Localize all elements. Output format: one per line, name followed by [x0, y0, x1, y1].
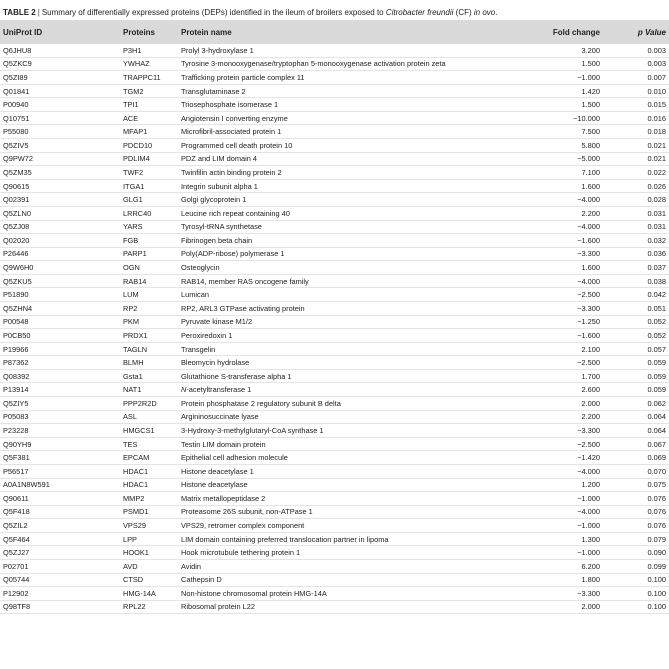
fold-change-cell: 7.100 — [530, 166, 600, 180]
protein-symbol-cell: PPP2R2D — [123, 397, 181, 411]
fold-change-cell: −1.600 — [530, 329, 600, 343]
fold-change-cell: −1.000 — [530, 71, 600, 85]
protein-name-cell: Cathepsin D — [181, 573, 530, 587]
protein-name-cell: Integrin subunit alpha 1 — [181, 179, 530, 193]
protein-name-cell: Triosephosphate isomerase 1 — [181, 98, 530, 112]
fold-change-cell: −3.300 — [530, 587, 600, 601]
header-proteins: Proteins — [123, 20, 181, 44]
fold-change-cell: 2.000 — [530, 600, 600, 614]
uniprot-id-cell: P13914 — [0, 383, 123, 397]
p-value-cell: 0.076 — [600, 505, 669, 519]
table-row — [0, 84, 669, 98]
table-row — [0, 274, 669, 288]
p-value-cell: 0.059 — [600, 369, 669, 383]
protein-name-cell: N-acetyltransferase 1 — [181, 383, 530, 397]
p-value-cell: 0.028 — [600, 193, 669, 207]
p-value-cell: 0.003 — [600, 44, 669, 57]
table-row — [0, 505, 669, 519]
p-value-cell: 0.067 — [600, 437, 669, 451]
protein-name-cell: Golgi glycoprotein 1 — [181, 193, 530, 207]
table-caption — [0, 0, 663, 20]
table-row — [0, 356, 669, 370]
fold-change-cell: 3.200 — [530, 44, 600, 57]
fold-change-cell: −1.250 — [530, 315, 600, 329]
protein-symbol-cell: AVD — [123, 559, 181, 573]
fold-change-cell: 6.200 — [530, 559, 600, 573]
fold-change-cell: −1.600 — [530, 234, 600, 248]
table-row — [0, 179, 669, 193]
protein-name-cell: Avidin — [181, 559, 530, 573]
protein-name-cell: 3-Hydroxy-3-methylglutaryl-CoA synthase 1 — [181, 424, 530, 438]
table-row — [0, 342, 669, 356]
protein-symbol-cell: NAT1 — [123, 383, 181, 397]
fold-change-cell: 2.000 — [530, 397, 600, 411]
table-header-row — [0, 20, 669, 44]
uniprot-id-cell: P00548 — [0, 315, 123, 329]
uniprot-id-cell: Q90615 — [0, 179, 123, 193]
p-value-cell: 0.057 — [600, 342, 669, 356]
protein-symbol-cell: LUM — [123, 288, 181, 302]
table-row — [0, 152, 669, 166]
p-value-cell: 0.015 — [600, 98, 669, 112]
fold-change-cell: −1.000 — [530, 519, 600, 533]
table-row — [0, 44, 669, 57]
uniprot-id-cell: P56517 — [0, 464, 123, 478]
table-row — [0, 301, 669, 315]
protein-name-cell: LIM domain containing preferred translocation partner in lipoma — [181, 532, 530, 546]
p-value-cell: 0.022 — [600, 166, 669, 180]
p-value-cell: 0.021 — [600, 139, 669, 153]
protein-name-cell: VPS29, retromer complex component — [181, 519, 530, 533]
p-value-cell: 0.031 — [600, 220, 669, 234]
fold-change-cell: −3.300 — [530, 424, 600, 438]
table-body — [0, 44, 669, 614]
protein-name-cell: Hook microtubule tethering protein 1 — [181, 546, 530, 560]
protein-symbol-cell: PARP1 — [123, 247, 181, 261]
table-row — [0, 437, 669, 451]
p-value-cell: 0.032 — [600, 234, 669, 248]
header-uniprot-id: UniProt ID — [0, 20, 123, 44]
fold-change-cell: −1.420 — [530, 451, 600, 465]
p-value-cell: 0.036 — [600, 247, 669, 261]
uniprot-id-cell: P02701 — [0, 559, 123, 573]
table-row — [0, 139, 669, 153]
fold-change-cell: 1.420 — [530, 84, 600, 98]
caption-in-ovo: in ovo — [473, 8, 496, 17]
protein-name-cell: RAB14, member RAS oncogene family — [181, 274, 530, 288]
table-row — [0, 546, 669, 560]
protein-name-cell: Matrix metallopeptidase 2 — [181, 492, 530, 506]
protein-name-cell: Ribosomal protein L22 — [181, 600, 530, 614]
protein-symbol-cell: TPI1 — [123, 98, 181, 112]
fold-change-cell: −2.500 — [530, 288, 600, 302]
table-row — [0, 57, 669, 71]
fold-change-cell: −4.000 — [530, 274, 600, 288]
protein-name-cell: Osteoglycin — [181, 261, 530, 275]
table-row — [0, 369, 669, 383]
protein-symbol-cell: MFAP1 — [123, 125, 181, 139]
uniprot-id-cell: P55080 — [0, 125, 123, 139]
table-row — [0, 492, 669, 506]
fold-change-cell: 7.500 — [530, 125, 600, 139]
table-row — [0, 193, 669, 207]
caption-separator: | — [37, 8, 40, 17]
p-value-cell: 0.075 — [600, 478, 669, 492]
fold-change-cell: −4.000 — [530, 193, 600, 207]
uniprot-id-cell: A0A1N8W591 — [0, 478, 123, 492]
protein-symbol-cell: PDLIM4 — [123, 152, 181, 166]
table-row — [0, 519, 669, 533]
protein-name-cell: Non-histone chromosomal protein HMG-14A — [181, 587, 530, 601]
protein-symbol-cell: ACE — [123, 111, 181, 125]
uniprot-id-cell: Q5ZKU5 — [0, 274, 123, 288]
protein-name-cell: RP2, ARL3 GTPase activating protein — [181, 301, 530, 315]
table-row — [0, 573, 669, 587]
protein-name-cell: Programmed cell death protein 10 — [181, 139, 530, 153]
p-value-cell: 0.018 — [600, 125, 669, 139]
protein-symbol-cell: YARS — [123, 220, 181, 234]
table-row — [0, 600, 669, 614]
uniprot-id-cell: P87362 — [0, 356, 123, 370]
protein-name-cell: Prolyl 3-hydroxylase 1 — [181, 44, 530, 57]
protein-symbol-cell: YWHAZ — [123, 57, 181, 71]
table-row — [0, 166, 669, 180]
protein-symbol-cell: P3H1 — [123, 44, 181, 57]
protein-symbol-cell: Gsta1 — [123, 369, 181, 383]
table-row — [0, 464, 669, 478]
table-row — [0, 288, 669, 302]
table-row — [0, 587, 669, 601]
header-protein-name: Protein name — [181, 20, 530, 44]
uniprot-id-cell: P12902 — [0, 587, 123, 601]
protein-name-cell: PDZ and LIM domain 4 — [181, 152, 530, 166]
fold-change-cell: −4.000 — [530, 505, 600, 519]
uniprot-id-cell: Q98TF8 — [0, 600, 123, 614]
protein-symbol-cell: CTSD — [123, 573, 181, 587]
table-row — [0, 206, 669, 220]
uniprot-id-cell: Q5F381 — [0, 451, 123, 465]
protein-symbol-cell: HDAC1 — [123, 464, 181, 478]
table-row — [0, 424, 669, 438]
protein-symbol-cell: TAGLN — [123, 342, 181, 356]
protein-name-cell: Poly(ADP-ribose) polymerase 1 — [181, 247, 530, 261]
p-value-cell: 0.052 — [600, 315, 669, 329]
protein-symbol-cell: ITGA1 — [123, 179, 181, 193]
protein-name-cell: Transglutaminase 2 — [181, 84, 530, 98]
p-value-cell: 0.003 — [600, 57, 669, 71]
protein-symbol-cell: HMG-14A — [123, 587, 181, 601]
uniprot-id-cell: Q5F464 — [0, 532, 123, 546]
p-value-cell: 0.100 — [600, 600, 669, 614]
uniprot-id-cell: Q9W6H0 — [0, 261, 123, 275]
p-value-cell: 0.016 — [600, 111, 669, 125]
fold-change-cell: 2.200 — [530, 410, 600, 424]
p-value-cell: 0.059 — [600, 356, 669, 370]
uniprot-id-cell: Q5F418 — [0, 505, 123, 519]
protein-symbol-cell: HDAC1 — [123, 478, 181, 492]
table-label: TABLE 2 — [3, 8, 36, 17]
protein-name-cell: Microfibril-associated protein 1 — [181, 125, 530, 139]
uniprot-id-cell: P26446 — [0, 247, 123, 261]
caption-text-after: (CF) — [453, 8, 474, 17]
uniprot-id-cell: Q90YH9 — [0, 437, 123, 451]
fold-change-cell: 2.100 — [530, 342, 600, 356]
dep-table — [0, 20, 669, 614]
protein-name-cell: Glutathione S-transferase alpha 1 — [181, 369, 530, 383]
protein-name-cell: Tyrosyl-tRNA synthetase — [181, 220, 530, 234]
p-value-cell: 0.069 — [600, 451, 669, 465]
uniprot-id-cell: Q5ZKC9 — [0, 57, 123, 71]
header-fold-change: Fold change — [530, 20, 600, 44]
protein-symbol-cell: TRAPPC11 — [123, 71, 181, 85]
uniprot-id-cell: Q5ZIY5 — [0, 397, 123, 411]
protein-name-cell: Leucine rich repeat containing 40 — [181, 206, 530, 220]
fold-change-cell: −4.000 — [530, 464, 600, 478]
table-row — [0, 329, 669, 343]
protein-symbol-cell: BLMH — [123, 356, 181, 370]
fold-change-cell: −2.500 — [530, 356, 600, 370]
protein-symbol-cell: RPL22 — [123, 600, 181, 614]
p-value-cell: 0.037 — [600, 261, 669, 275]
protein-name-cell: Trafficking protein particle complex 11 — [181, 71, 530, 85]
protein-symbol-cell: LRRC40 — [123, 206, 181, 220]
protein-symbol-cell: LPP — [123, 532, 181, 546]
fold-change-cell: −4.000 — [530, 220, 600, 234]
uniprot-id-cell: Q10751 — [0, 111, 123, 125]
protein-symbol-cell: PRDX1 — [123, 329, 181, 343]
header-p-value-text: p Value — [637, 27, 666, 37]
protein-name-cell: Peroxiredoxin 1 — [181, 329, 530, 343]
p-value-cell: 0.059 — [600, 383, 669, 397]
protein-symbol-cell: PKM — [123, 315, 181, 329]
fold-change-cell: 1.700 — [530, 369, 600, 383]
p-value-cell: 0.090 — [600, 546, 669, 560]
p-value-cell: 0.052 — [600, 329, 669, 343]
p-value-cell: 0.070 — [600, 464, 669, 478]
protein-name-cell: Transgelin — [181, 342, 530, 356]
uniprot-id-cell: Q08392 — [0, 369, 123, 383]
fold-change-cell: 1.800 — [530, 573, 600, 587]
p-value-cell: 0.064 — [600, 424, 669, 438]
p-value-cell: 0.042 — [600, 288, 669, 302]
header-p-value — [600, 20, 669, 44]
uniprot-id-cell: Q9PW72 — [0, 152, 123, 166]
protein-name-cell: Twinfilin actin binding protein 2 — [181, 166, 530, 180]
table-row — [0, 383, 669, 397]
protein-symbol-cell: PDCD10 — [123, 139, 181, 153]
uniprot-id-cell: Q6JHU8 — [0, 44, 123, 57]
p-value-cell: 0.100 — [600, 587, 669, 601]
protein-name-cell: Protein phosphatase 2 regulatory subunit B delta — [181, 397, 530, 411]
uniprot-id-cell: Q5ZLN0 — [0, 206, 123, 220]
caption-organism: Citrobacter freundii — [385, 8, 454, 17]
protein-name-cell: Bleomycin hydrolase — [181, 356, 530, 370]
uniprot-id-cell: Q5ZJ08 — [0, 220, 123, 234]
fold-change-cell: 5.800 — [530, 139, 600, 153]
p-value-cell: 0.076 — [600, 519, 669, 533]
fold-change-cell: −5.000 — [530, 152, 600, 166]
protein-name-cell: Tyrosine 3-monooxygenase/tryptophan 5-monooxygenase activation protein zeta — [181, 57, 530, 71]
uniprot-id-cell: Q5ZM35 — [0, 166, 123, 180]
protein-symbol-cell: VPS29 — [123, 519, 181, 533]
protein-symbol-cell: TWF2 — [123, 166, 181, 180]
protein-name-cell: Angiotensin I converting enzyme — [181, 111, 530, 125]
p-value-cell: 0.064 — [600, 410, 669, 424]
uniprot-id-cell: P0CB50 — [0, 329, 123, 343]
fold-change-cell: −2.500 — [530, 437, 600, 451]
fold-change-cell: 2.600 — [530, 383, 600, 397]
table-row — [0, 559, 669, 573]
table-row — [0, 71, 669, 85]
fold-change-cell: 1.300 — [530, 532, 600, 546]
p-value-cell: 0.100 — [600, 573, 669, 587]
protein-symbol-cell: OGN — [123, 261, 181, 275]
uniprot-id-cell: Q5ZIV5 — [0, 139, 123, 153]
fold-change-cell: 1.500 — [530, 57, 600, 71]
uniprot-id-cell: Q02391 — [0, 193, 123, 207]
protein-name-cell: Argininosuccinate lyase — [181, 410, 530, 424]
p-value-cell: 0.038 — [600, 274, 669, 288]
p-value-cell: 0.051 — [600, 301, 669, 315]
protein-symbol-cell: HMGCS1 — [123, 424, 181, 438]
uniprot-id-cell: P05083 — [0, 410, 123, 424]
protein-symbol-cell: MMP2 — [123, 492, 181, 506]
protein-symbol-cell: TES — [123, 437, 181, 451]
p-value-cell: 0.010 — [600, 84, 669, 98]
table-row — [0, 111, 669, 125]
uniprot-id-cell: Q5ZHN4 — [0, 301, 123, 315]
protein-name-cell: Epithelial cell adhesion molecule — [181, 451, 530, 465]
uniprot-id-cell: Q5ZIL2 — [0, 519, 123, 533]
fold-change-cell: 1.500 — [530, 98, 600, 112]
fold-change-cell: −3.300 — [530, 301, 600, 315]
table-row — [0, 451, 669, 465]
protein-symbol-cell: TGM2 — [123, 84, 181, 98]
table-row — [0, 234, 669, 248]
table-row — [0, 247, 669, 261]
uniprot-id-cell: P00940 — [0, 98, 123, 112]
caption-text: Summary of differentially expressed proteins (DEPs) identified in the ileum of broilers exposed to — [41, 8, 386, 17]
protein-name-cell: Pyruvate kinase M1/2 — [181, 315, 530, 329]
table-row — [0, 315, 669, 329]
protein-symbol-cell: ASL — [123, 410, 181, 424]
protein-name-cell: Histone deacetylase — [181, 478, 530, 492]
table-row — [0, 98, 669, 112]
p-value-cell: 0.026 — [600, 179, 669, 193]
p-value-cell: 0.007 — [600, 71, 669, 85]
uniprot-id-cell: Q05744 — [0, 573, 123, 587]
uniprot-id-cell: Q01841 — [0, 84, 123, 98]
fold-change-cell: −1.000 — [530, 492, 600, 506]
table-row — [0, 397, 669, 411]
table-row — [0, 261, 669, 275]
fold-change-cell: 1.600 — [530, 261, 600, 275]
fold-change-cell: 1.200 — [530, 478, 600, 492]
protein-symbol-cell: PSMD1 — [123, 505, 181, 519]
uniprot-id-cell: Q5ZI89 — [0, 71, 123, 85]
p-value-cell: 0.021 — [600, 152, 669, 166]
uniprot-id-cell: P51890 — [0, 288, 123, 302]
uniprot-id-cell: P23228 — [0, 424, 123, 438]
p-value-cell: 0.062 — [600, 397, 669, 411]
protein-symbol-cell: EPCAM — [123, 451, 181, 465]
uniprot-id-cell: P19966 — [0, 342, 123, 356]
uniprot-id-cell: Q5ZJ27 — [0, 546, 123, 560]
fold-change-cell: 2.200 — [530, 206, 600, 220]
table-row — [0, 125, 669, 139]
table-row — [0, 220, 669, 234]
protein-name-cell: Proteasome 26S subunit, non-ATPase 1 — [181, 505, 530, 519]
uniprot-id-cell: Q02020 — [0, 234, 123, 248]
p-value-cell: 0.099 — [600, 559, 669, 573]
protein-symbol-cell: FGB — [123, 234, 181, 248]
fold-change-cell: 1.600 — [530, 179, 600, 193]
caption-end: . — [495, 8, 498, 17]
fold-change-cell: −3.300 — [530, 247, 600, 261]
fold-change-cell: −1.000 — [530, 546, 600, 560]
protein-name-cell: Histone deacetylase 1 — [181, 464, 530, 478]
protein-symbol-cell: RAB14 — [123, 274, 181, 288]
p-value-cell: 0.031 — [600, 206, 669, 220]
fold-change-cell: −10.000 — [530, 111, 600, 125]
table-row — [0, 478, 669, 492]
protein-symbol-cell: GLG1 — [123, 193, 181, 207]
protein-name-cell: Lumican — [181, 288, 530, 302]
p-value-cell: 0.076 — [600, 492, 669, 506]
protein-symbol-cell: HOOK1 — [123, 546, 181, 560]
protein-name-cell: Fibrinogen beta chain — [181, 234, 530, 248]
table-row — [0, 532, 669, 546]
p-value-cell: 0.079 — [600, 532, 669, 546]
protein-name-cell: Testin LIM domain protein — [181, 437, 530, 451]
uniprot-id-cell: Q90611 — [0, 492, 123, 506]
table-row — [0, 410, 669, 424]
protein-symbol-cell: RP2 — [123, 301, 181, 315]
